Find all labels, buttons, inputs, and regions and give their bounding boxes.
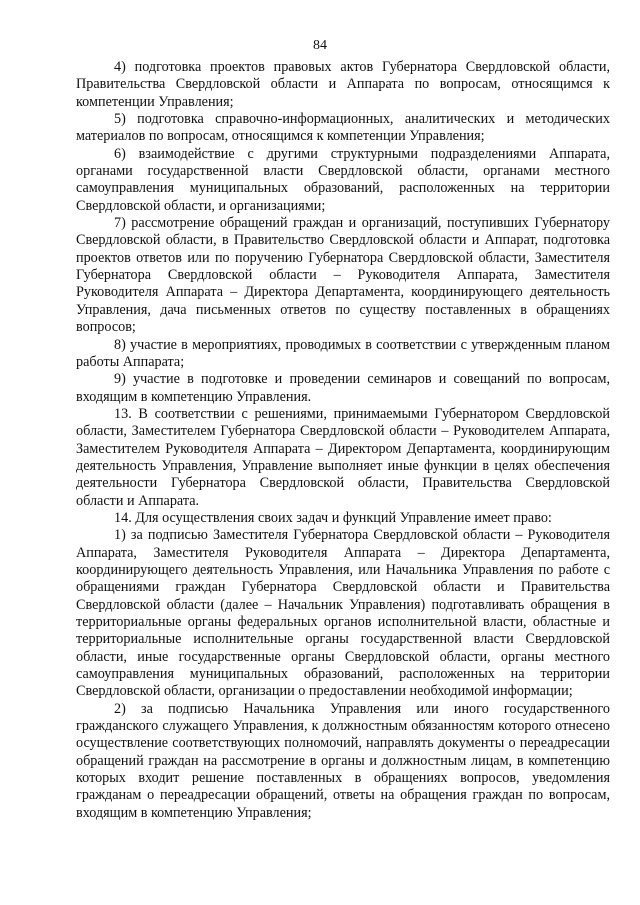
paragraph-item-4: 4) подготовка проектов правовых актов Губернатора Свердловской области, Правительства Свердловской области и Аппарата по вопросам, относящимся к компетенции Управления;	[76, 59, 610, 110]
paragraph-clause-14: 14. Для осуществления своих задач и функций Управление имеет право:	[114, 509, 552, 526]
paragraph-right-2: 2) за подписью Начальника Управления или иного государственного гражданского служащего Управления, к должностным обязанностям которого отнесено осуществление соответствующих полномочий, направлять документы о переадресации обращений граждан на рассмотрение в органы и должностным лицам, в компетенцию которых входит решение поставленных в обращениях вопросов, уведомления гражданам о переадресации обращений, ответы на обращения граждан по вопросам, входящим в компетенцию Управления;	[76, 700, 610, 821]
paragraph-item-6: 6) взаимодействие с другими структурными подразделениями Аппарата, органами государственной власти Свердловской области, органами местного самоуправления муниципальных образований, расположенных на территории Свердловской области, и организациями;	[76, 145, 610, 214]
paragraph-item-9: 9) участие в подготовке и проведении семинаров и совещаний по вопросам, входящим в компетенцию Управления.	[76, 371, 610, 405]
paragraph-item-8: 8) участие в мероприятиях, проводимых в соответствии с утвержденным планом работы Аппарата;	[76, 336, 610, 370]
paragraph-item-5: 5) подготовка справочно-информационных, аналитических и методических материалов по вопросам, относящимся к компетенции Управления;	[76, 111, 610, 145]
page-number: 84	[313, 38, 327, 53]
document-body	[76, 59, 610, 822]
paragraph-item-7: 7) рассмотрение обращений граждан и организаций, поступивших Губернатору Свердловской области, в Правительство Свердловской области и Аппарат, подготовка проектов ответов или по поручению Губернатора Свердловской области, Заместителя Губернатора Свердловской области – Руководителя Аппарата, Заместителя Руководителя Аппарата – Директора Департамента, координирующего деятельность Управления, дача письменных ответов по существу поставленных в обращениях вопросов;	[76, 215, 610, 336]
paragraph-clause-13: 13. В соответствии с решениями, принимаемыми Губернатором Свердловской области, Заместителем Губернатора Свердловской области – Руководителем Аппарата, Заместителем Руководителя Аппарата – Директором Департамента, координирующим деятельность Управления, Управление выполняет иные функции в целях обеспечения деятельности Губернатора Свердловской области, Правительства Свердловской области и Аппарата.	[76, 405, 610, 509]
paragraph-right-1: 1) за подписью Заместителя Губернатора Свердловской области – Руководителя Аппарата, Заместителя Руководителя Аппарата – Директора Департамента, координирующего деятельность Управления, или Начальника Управления по работе с обращениями граждан Губернатора Свердловской области и Правительства Свердловской области (далее – Начальник Управления) подготавливать обращения в территориальные органы федеральных органов исполнительной власти, областные и территориальные исполнительные органы государственной власти Свердловской области, иные государственные органы Свердловской области, органы местного самоуправления муниципальных образований, расположенных на территории Свердловской области, организации о предоставлении необходимой информации;	[76, 527, 610, 700]
